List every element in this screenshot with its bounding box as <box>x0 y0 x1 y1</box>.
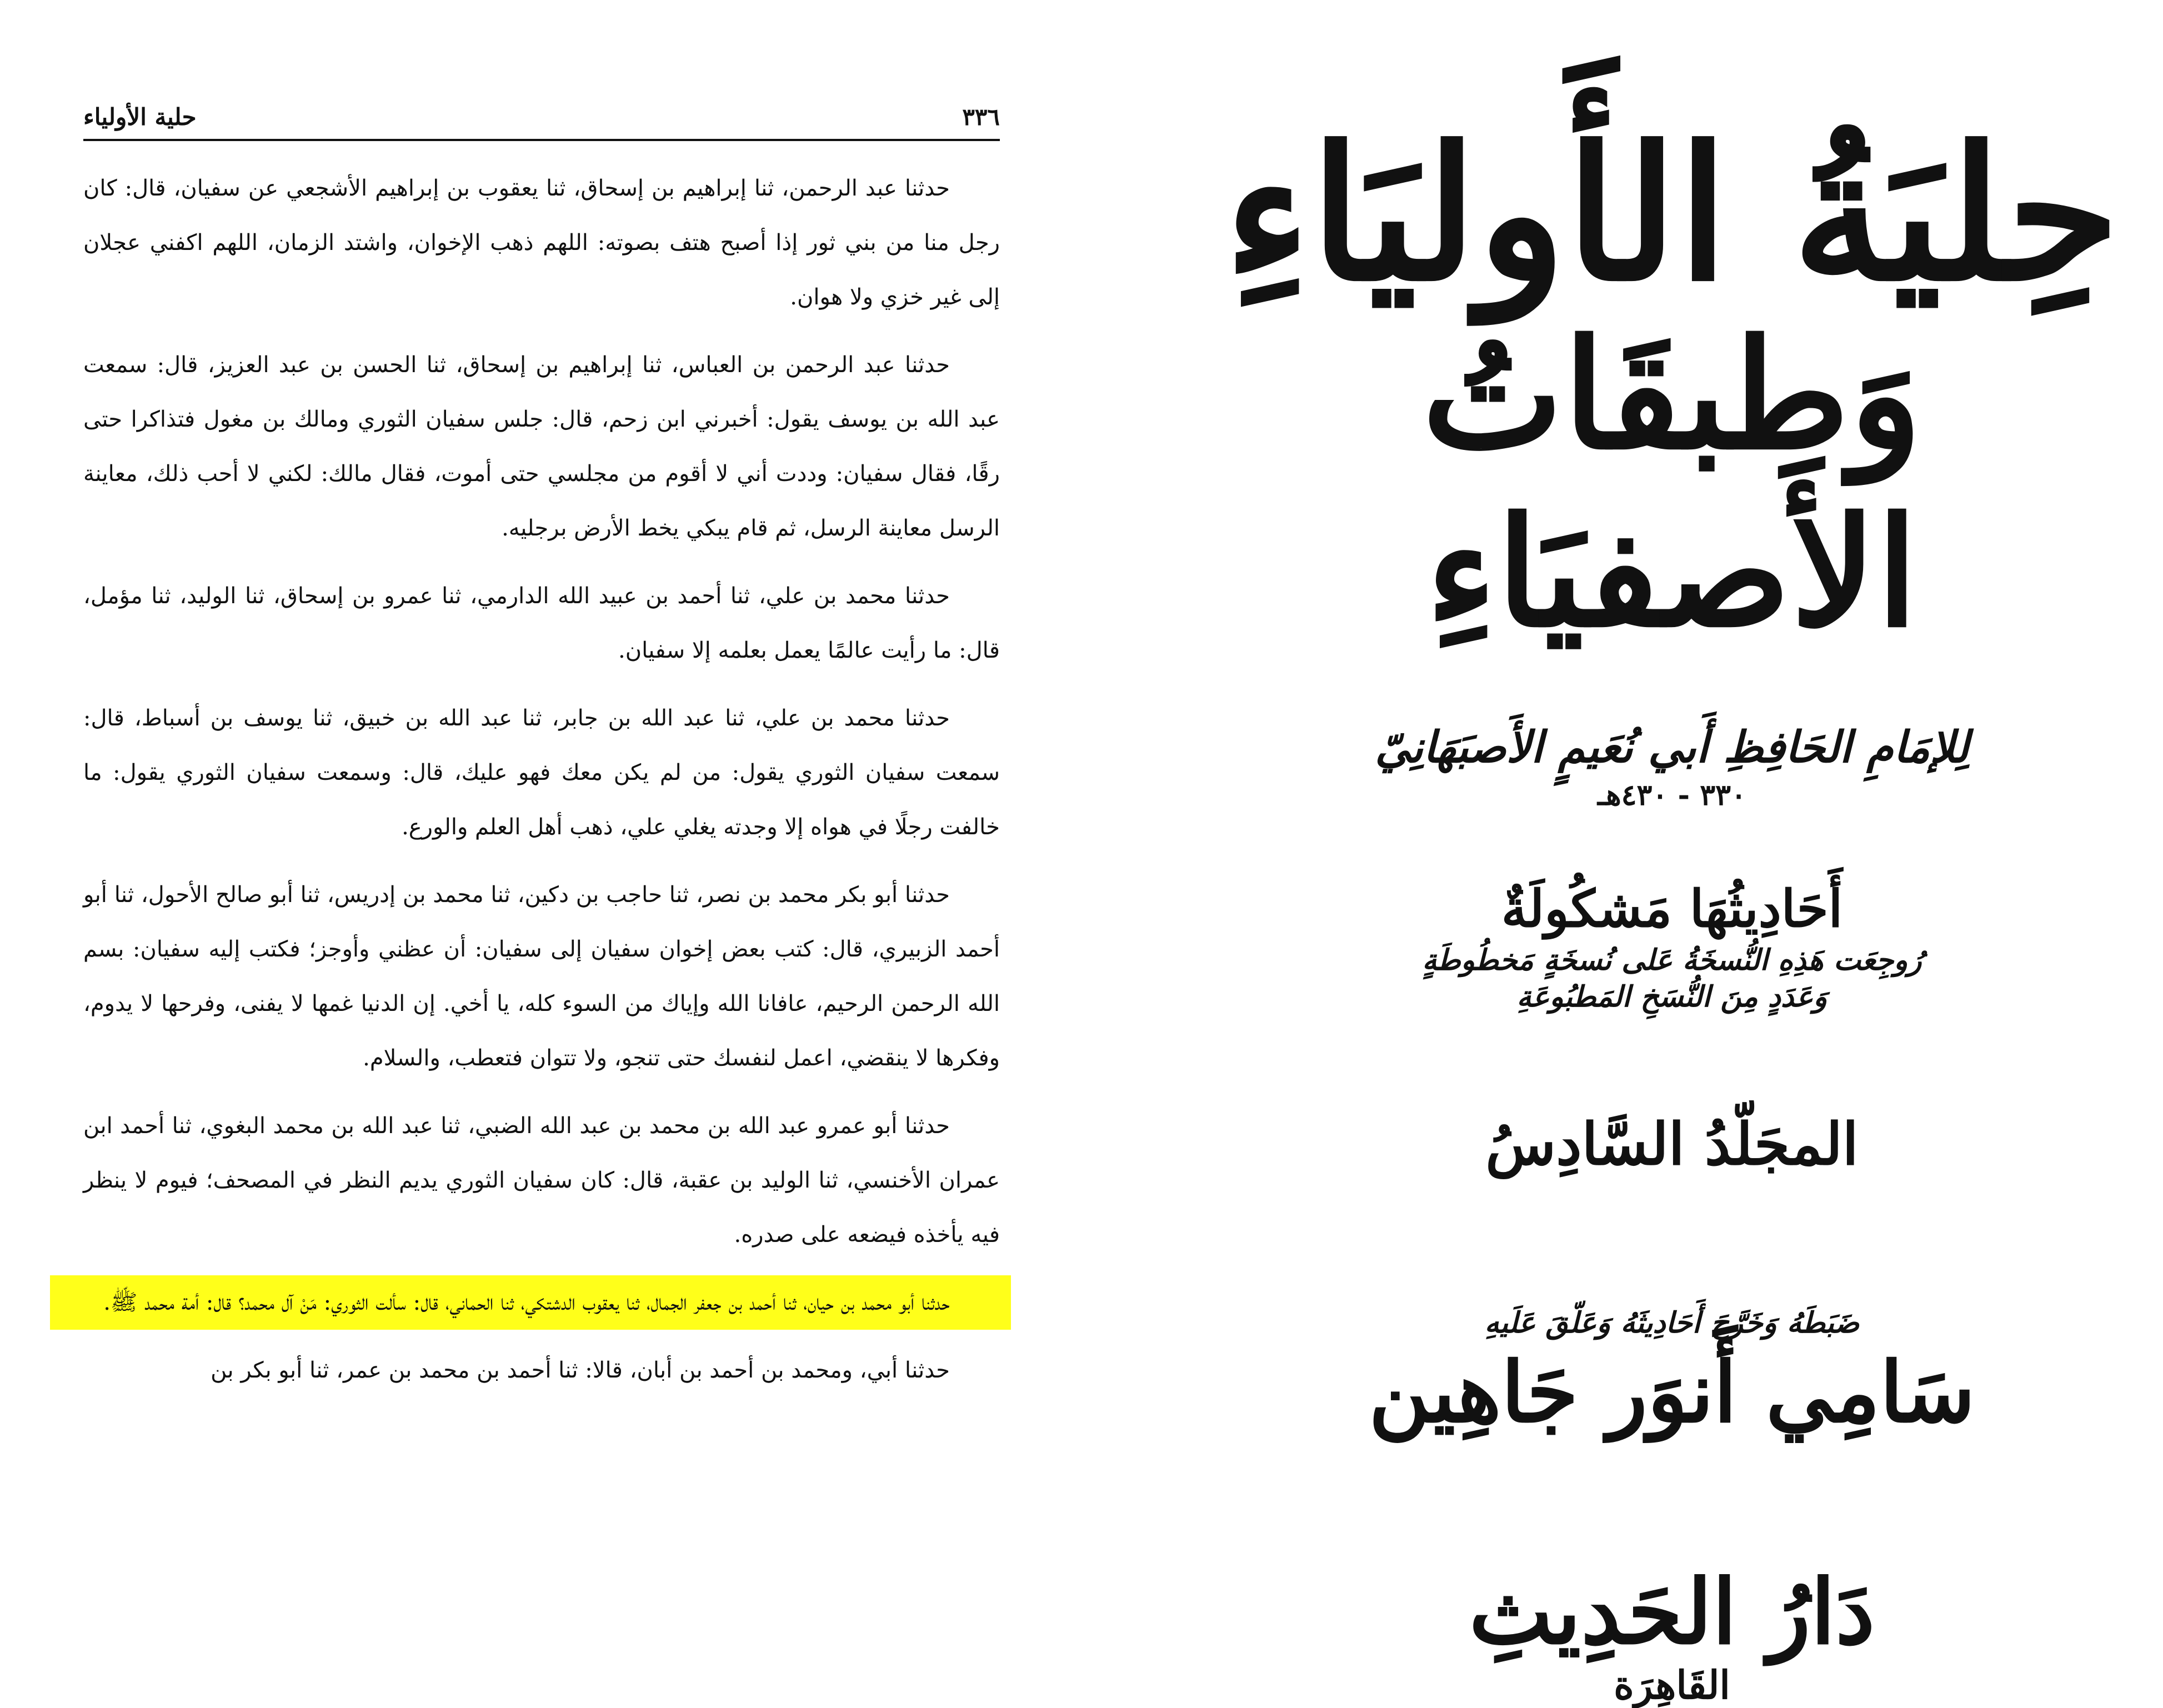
publisher-name: دَارُ الحَدِيثِ <box>1469 1560 1875 1664</box>
title-page <box>1222 100 2122 1708</box>
edition-note-line: رُوجِعَت هَذِهِ النُّسخَةُ عَلى نُسخَةٍ مَخطُوطَةٍ <box>1422 943 1922 977</box>
volume-label: المجَلّدُ السَّادِسُ <box>1485 1110 1859 1178</box>
editor-credit: ضَبَطَهُ وَخَرَّجَ أَحَادِيثَهُ وَعَلّقَ عَلَيهِ <box>1484 1306 1860 1340</box>
paragraph: حدثنا أبو عمرو عبد الله بن محمد بن عبد الله الضبي، ثنا عبد الله بن محمد البغوي، ثنا أحمد ابن عمران الأخنسي، ثنا الوليد بن عقبة، قال: كان سفيان الثوري يديم النظر في المصحف؛ فيوم لا ينظر فيه يأخذه فيضعه على صدره. <box>83 1113 1000 1248</box>
author-dates: ٣٣٠ - ٤٣٠هـ <box>1597 778 1747 812</box>
paragraph: حدثنا محمد بن علي، ثنا أحمد بن عبيد الله الدارمي، ثنا عمرو بن إسحاق، ثنا الوليد، ثنا مؤمل، قال: ما رأيت عالمًا يعمل بعلمه إلا سفيان. <box>83 583 1000 663</box>
paragraph: حدثنا أبو بكر محمد بن نصر، ثنا حاجب بن دكين، ثنا محمد بن إدريس، ثنا أبو صالح الأحول، ثنا أبو أحمد الزبيري، قال: كتب بعض إخوان سفيان إلى سفيان: أن عظني وأوجز؛ فكتب إليه سفيان: بسم الله الرحمن الرحيم، عافانا الله وإياك من السوء كله، يا أخي. إن الدنيا غمها لا يفنى، وفرحها لا يدوم، وفكرها لا ينقضي، اعمل لنفسك حتى تنجو، ولا تتوان فتعطب، والسلام. <box>83 882 1000 1071</box>
edition-note-title: أَحَادِيثُهَا مَشكُولَةٌ <box>1501 879 1843 939</box>
left-page <box>83 100 1000 1522</box>
page-number: ٣٣٦ <box>962 103 1000 131</box>
running-header <box>83 100 1000 141</box>
paragraph: حدثنا عبد الرحمن، ثنا إبراهيم بن إسحاق، ثنا يعقوب بن إبراهيم الأشجعي عن سفيان، قال: كان رجل منا من بني ثور إذا أصبح هتف بصوته: اللهم ذهب الإخوان، واشتد الزمان، اللهم اكفني عجلان إلى غير خزي ولا هوان. <box>83 176 1000 310</box>
edition-note-line: وَعَدَدٍ مِنَ النُّسَخِ المَطبُوعَةِ <box>1516 980 1827 1014</box>
body-text <box>83 161 1000 1398</box>
highlighted-paragraph: حدثنا أبو محمد بن حيان، ثنا أحمد بن جعفر الجمال، ثنا يعقوب الدشتكي، ثنا الحماني، قال: سألت الثوري: مَنْ آل محمد؟ قال: أمة محمد ﷺ. <box>50 1275 1011 1330</box>
paragraph: حدثنا عبد الرحمن بن العباس، ثنا إبراهيم بن إسحاق، ثنا الحسن بن عبد العزيز، قال: سمعت عبد الله بن يوسف يقول: أخبرني ابن زحم، قال: جلس سفيان الثوري ومالك بن مغول فتذاكرا حتى رقًا، فقال سفيان: وددت أني لا أقوم من مجلسي حتى أموت، فقال مالك: لكني لا أحب ذلك، معاينة الرسل معاينة الرسل، ثم قام يبكي يخط الأرض برجليه. <box>83 352 1000 541</box>
running-title: حلية الأولياء <box>83 103 197 131</box>
editor-name: سَامِي أَنوَر جَاهِين <box>1369 1344 1975 1441</box>
paragraph: حدثنا أبي، ومحمد بن أحمد بن أبان، قالا: ثنا أحمد بن محمد بن عمر، ثنا أبو بكر بن <box>211 1358 950 1383</box>
book-title: حِليَةُ الأَوليَاءِ <box>1224 106 2120 322</box>
author-line: لِلإمَامِ الحَافِظِ أَبي نُعَيمٍ الأَصبَهَانِيّ <box>1375 722 1969 773</box>
publisher-city: القَاهِرَة <box>1614 1662 1730 1708</box>
paragraph: حدثنا محمد بن علي، ثنا عبد الله بن جابر، ثنا عبد الله بن خبيق، ثنا يوسف بن أسباط، قال: سمعت سفيان الثوري يقول: من لم يكن معك فهو عليك، قال: وسمعت سفيان الثوري يقول: ما خالفت رجلًا في هواه إلا وجدته يغلي علي، ذهب أهل العلم والورع. <box>83 705 1000 840</box>
book-subtitle: وَطبقَاتُ الأَصفيَاءِ <box>1422 306 1922 660</box>
